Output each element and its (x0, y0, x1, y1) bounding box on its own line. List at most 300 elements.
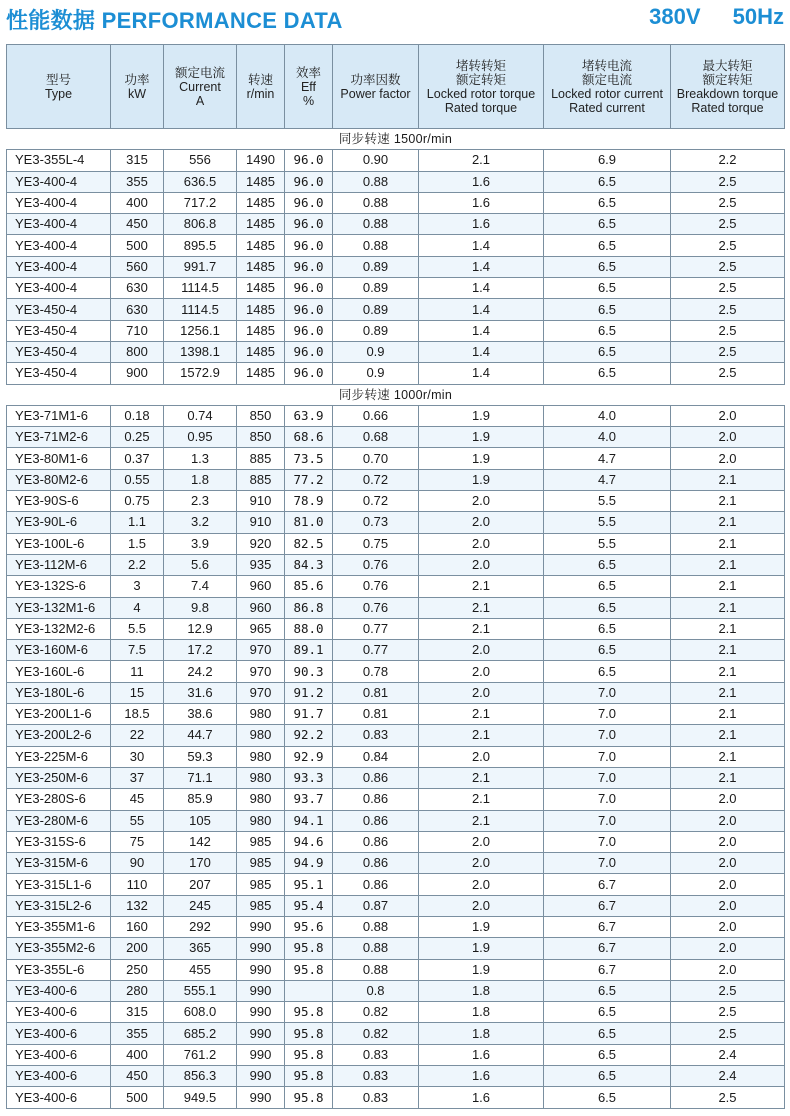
cell-breakdown-torque: 2.1 (671, 491, 785, 512)
cell-power-factor: 0.88 (333, 192, 419, 213)
cell-locked-rotor-torque: 1.6 (419, 192, 544, 213)
cell-breakdown-torque: 2.0 (671, 874, 785, 895)
cell-power-factor: 0.76 (333, 576, 419, 597)
cell-current: 1.3 (164, 448, 237, 469)
cell-locked-rotor-current: 6.5 (544, 1023, 671, 1044)
cell-power: 18.5 (111, 704, 164, 725)
cell-current: 292 (164, 916, 237, 937)
cell-current: 170 (164, 853, 237, 874)
cell-power-factor: 0.73 (333, 512, 419, 533)
cell-power-factor: 0.76 (333, 597, 419, 618)
cell-locked-rotor-current: 4.7 (544, 469, 671, 490)
cell-breakdown-torque: 2.1 (671, 704, 785, 725)
cell-breakdown-torque: 2.0 (671, 895, 785, 916)
cell-power-factor: 0.86 (333, 810, 419, 831)
cell-type: YE3-450-4 (7, 320, 111, 341)
cell-breakdown-torque: 2.0 (671, 916, 785, 937)
cell-power: 1.5 (111, 533, 164, 554)
cell-power: 900 (111, 363, 164, 384)
table-row (7, 767, 785, 788)
cell-locked-rotor-current: 6.5 (544, 640, 671, 661)
cell-type: YE3-200L1-6 (7, 704, 111, 725)
table-row (7, 512, 785, 533)
cell-efficiency: 95.8 (285, 1002, 333, 1023)
cell-locked-rotor-current: 7.0 (544, 746, 671, 767)
table-row (7, 746, 785, 767)
cell-power-factor: 0.86 (333, 767, 419, 788)
cell-current: 245 (164, 895, 237, 916)
cell-type: YE3-400-4 (7, 278, 111, 299)
cell-locked-rotor-torque: 2.0 (419, 512, 544, 533)
cell-locked-rotor-current: 7.0 (544, 704, 671, 725)
cell-power-factor: 0.70 (333, 448, 419, 469)
table-row (7, 256, 785, 277)
cell-type: YE3-315M-6 (7, 853, 111, 874)
cell-type: YE3-100L-6 (7, 533, 111, 554)
cell-type: YE3-250M-6 (7, 767, 111, 788)
table-row (7, 1002, 785, 1023)
cell-breakdown-torque: 2.1 (671, 469, 785, 490)
cell-speed: 910 (237, 512, 285, 533)
cell-efficiency: 85.6 (285, 576, 333, 597)
cell-efficiency: 92.9 (285, 746, 333, 767)
cell-power: 90 (111, 853, 164, 874)
table-row (7, 789, 785, 810)
table-row (7, 810, 785, 831)
cell-locked-rotor-torque: 2.1 (419, 810, 544, 831)
cell-speed: 935 (237, 554, 285, 575)
cell-locked-rotor-current: 6.5 (544, 192, 671, 213)
cell-breakdown-torque: 2.1 (671, 512, 785, 533)
table-row (7, 895, 785, 916)
cell-current: 7.4 (164, 576, 237, 597)
cell-power-factor: 0.77 (333, 640, 419, 661)
section-row (7, 384, 785, 405)
col-header-efficiency: 效率 Eff % (285, 45, 333, 129)
cell-efficiency: 94.1 (285, 810, 333, 831)
cell-current: 636.5 (164, 171, 237, 192)
cell-locked-rotor-torque: 1.8 (419, 1002, 544, 1023)
cell-speed: 990 (237, 938, 285, 959)
cell-power-factor: 0.88 (333, 171, 419, 192)
cell-efficiency: 93.7 (285, 789, 333, 810)
cell-breakdown-torque: 2.1 (671, 767, 785, 788)
cell-breakdown-torque: 2.5 (671, 1023, 785, 1044)
cell-current: 1572.9 (164, 363, 237, 384)
cell-current: 685.2 (164, 1023, 237, 1044)
cell-breakdown-torque: 2.0 (671, 810, 785, 831)
cell-power: 500 (111, 1087, 164, 1108)
cell-type: YE3-200L2-6 (7, 725, 111, 746)
cell-type: YE3-400-4 (7, 171, 111, 192)
cell-efficiency: 95.4 (285, 895, 333, 916)
cell-efficiency: 96.0 (285, 171, 333, 192)
cell-speed: 990 (237, 1066, 285, 1087)
cell-efficiency: 63.9 (285, 405, 333, 426)
cell-type: YE3-80M1-6 (7, 448, 111, 469)
cell-power: 11 (111, 661, 164, 682)
cell-locked-rotor-torque: 1.9 (419, 427, 544, 448)
cell-breakdown-torque: 2.1 (671, 618, 785, 639)
cell-current: 991.7 (164, 256, 237, 277)
cell-speed: 990 (237, 916, 285, 937)
section-row (7, 129, 785, 150)
cell-breakdown-torque: 2.0 (671, 853, 785, 874)
table-row (7, 831, 785, 852)
cell-locked-rotor-torque: 2.0 (419, 491, 544, 512)
cell-efficiency: 73.5 (285, 448, 333, 469)
cell-locked-rotor-current: 7.0 (544, 682, 671, 703)
cell-power: 4 (111, 597, 164, 618)
cell-locked-rotor-current: 7.0 (544, 810, 671, 831)
cell-speed: 850 (237, 427, 285, 448)
cell-type: YE3-400-4 (7, 235, 111, 256)
cell-locked-rotor-torque: 1.9 (419, 405, 544, 426)
cell-power-factor: 0.83 (333, 1066, 419, 1087)
cell-type: YE3-280M-6 (7, 810, 111, 831)
cell-locked-rotor-torque: 2.0 (419, 661, 544, 682)
cell-efficiency: 78.9 (285, 491, 333, 512)
cell-speed: 1485 (237, 320, 285, 341)
cell-breakdown-torque: 2.2 (671, 150, 785, 171)
cell-locked-rotor-torque: 1.6 (419, 171, 544, 192)
cell-locked-rotor-current: 6.5 (544, 980, 671, 1001)
table-row (7, 533, 785, 554)
cell-power: 400 (111, 192, 164, 213)
cell-locked-rotor-current: 6.5 (544, 661, 671, 682)
cell-type: YE3-80M2-6 (7, 469, 111, 490)
table-row (7, 405, 785, 426)
cell-speed: 850 (237, 405, 285, 426)
cell-power: 800 (111, 341, 164, 362)
cell-power: 450 (111, 1066, 164, 1087)
cell-type: YE3-315L1-6 (7, 874, 111, 895)
table-row (7, 235, 785, 256)
cell-power-factor: 0.88 (333, 235, 419, 256)
cell-current: 85.9 (164, 789, 237, 810)
col-header-locked-rotor-current: 堵转电流 额定电流 Locked rotor current Rated current (544, 45, 671, 129)
cell-locked-rotor-torque: 2.0 (419, 831, 544, 852)
cell-efficiency: 88.0 (285, 618, 333, 639)
cell-breakdown-torque: 2.5 (671, 214, 785, 235)
cell-locked-rotor-torque: 1.6 (419, 1044, 544, 1065)
page-title: 性能数据 PERFORMANCE DATA (6, 8, 343, 33)
cell-efficiency: 86.8 (285, 597, 333, 618)
cell-power: 55 (111, 810, 164, 831)
cell-locked-rotor-torque: 1.6 (419, 1066, 544, 1087)
cell-speed: 1485 (237, 192, 285, 213)
table-row (7, 938, 785, 959)
cell-power-factor: 0.72 (333, 469, 419, 490)
cell-power-factor: 0.89 (333, 299, 419, 320)
cell-power-factor: 0.86 (333, 831, 419, 852)
cell-efficiency: 96.0 (285, 150, 333, 171)
cell-breakdown-torque: 2.5 (671, 256, 785, 277)
col-header-locked-rotor-torque: 堵转转矩 额定转矩 Locked rotor torque Rated torque (419, 45, 544, 129)
cell-speed: 985 (237, 831, 285, 852)
cell-speed: 920 (237, 533, 285, 554)
table-row (7, 150, 785, 171)
cell-efficiency: 95.1 (285, 874, 333, 895)
cell-speed: 985 (237, 874, 285, 895)
cell-breakdown-torque: 2.1 (671, 554, 785, 575)
cell-power: 0.37 (111, 448, 164, 469)
table-row (7, 1044, 785, 1065)
cell-power: 450 (111, 214, 164, 235)
col-header-type: 型号 Type (7, 45, 111, 129)
cell-speed: 990 (237, 1044, 285, 1065)
cell-efficiency: 95.8 (285, 938, 333, 959)
cell-locked-rotor-current: 6.5 (544, 320, 671, 341)
cell-efficiency: 91.7 (285, 704, 333, 725)
cell-current: 105 (164, 810, 237, 831)
cell-type: YE3-132M1-6 (7, 597, 111, 618)
cell-current: 59.3 (164, 746, 237, 767)
cell-locked-rotor-torque: 1.4 (419, 235, 544, 256)
cell-current: 556 (164, 150, 237, 171)
cell-breakdown-torque: 2.5 (671, 341, 785, 362)
cell-current: 365 (164, 938, 237, 959)
performance-table (6, 44, 785, 1109)
cell-speed: 1485 (237, 341, 285, 362)
cell-efficiency: 89.1 (285, 640, 333, 661)
cell-efficiency: 95.8 (285, 1066, 333, 1087)
cell-breakdown-torque: 2.0 (671, 405, 785, 426)
cell-speed: 990 (237, 1087, 285, 1108)
cell-power: 22 (111, 725, 164, 746)
table-row (7, 682, 785, 703)
cell-locked-rotor-torque: 2.1 (419, 150, 544, 171)
cell-speed: 965 (237, 618, 285, 639)
cell-power: 315 (111, 150, 164, 171)
cell-current: 0.95 (164, 427, 237, 448)
cell-locked-rotor-torque: 2.0 (419, 533, 544, 554)
cell-efficiency: 92.2 (285, 725, 333, 746)
cell-locked-rotor-torque: 1.4 (419, 363, 544, 384)
cell-efficiency: 96.0 (285, 256, 333, 277)
cell-power-factor: 0.88 (333, 214, 419, 235)
cell-speed: 990 (237, 1023, 285, 1044)
cell-speed: 1485 (237, 256, 285, 277)
cell-speed: 1485 (237, 278, 285, 299)
cell-type: YE3-400-6 (7, 1066, 111, 1087)
cell-power-factor: 0.83 (333, 1044, 419, 1065)
cell-power: 500 (111, 235, 164, 256)
cell-current: 9.8 (164, 597, 237, 618)
cell-power-factor: 0.78 (333, 661, 419, 682)
cell-type: YE3-180L-6 (7, 682, 111, 703)
cell-speed: 990 (237, 959, 285, 980)
cell-locked-rotor-torque: 2.1 (419, 725, 544, 746)
cell-locked-rotor-torque: 1.4 (419, 256, 544, 277)
cell-locked-rotor-torque: 1.4 (419, 320, 544, 341)
cell-power-factor: 0.9 (333, 363, 419, 384)
cell-efficiency: 96.0 (285, 363, 333, 384)
cell-efficiency: 84.3 (285, 554, 333, 575)
cell-speed: 980 (237, 704, 285, 725)
col-header-power: 功率 kW (111, 45, 164, 129)
cell-type: YE3-450-4 (7, 341, 111, 362)
cell-power: 0.25 (111, 427, 164, 448)
cell-current: 555.1 (164, 980, 237, 1001)
table-row (7, 1066, 785, 1087)
cell-type: YE3-132M2-6 (7, 618, 111, 639)
cell-breakdown-torque: 2.0 (671, 789, 785, 810)
cell-breakdown-torque: 2.1 (671, 597, 785, 618)
cell-type: YE3-280S-6 (7, 789, 111, 810)
cell-breakdown-torque: 2.5 (671, 235, 785, 256)
cell-current: 12.9 (164, 618, 237, 639)
cell-power-factor: 0.66 (333, 405, 419, 426)
cell-efficiency: 94.9 (285, 853, 333, 874)
cell-locked-rotor-current: 6.5 (544, 618, 671, 639)
cell-breakdown-torque: 2.1 (671, 725, 785, 746)
cell-breakdown-torque: 2.5 (671, 980, 785, 1001)
cell-speed: 970 (237, 682, 285, 703)
cell-efficiency (285, 980, 333, 1001)
table-row (7, 427, 785, 448)
cell-speed: 990 (237, 980, 285, 1001)
cell-locked-rotor-current: 6.7 (544, 874, 671, 895)
cell-breakdown-torque: 2.1 (671, 576, 785, 597)
cell-power-factor: 0.86 (333, 874, 419, 895)
cell-current: 806.8 (164, 214, 237, 235)
cell-type: YE3-400-6 (7, 1044, 111, 1065)
table-row (7, 1087, 785, 1108)
cell-type: YE3-315L2-6 (7, 895, 111, 916)
cell-locked-rotor-torque: 1.8 (419, 1023, 544, 1044)
table-row (7, 725, 785, 746)
cell-power: 200 (111, 938, 164, 959)
table-row (7, 1023, 785, 1044)
cell-locked-rotor-current: 6.5 (544, 299, 671, 320)
cell-power-factor: 0.81 (333, 682, 419, 703)
cell-power-factor: 0.83 (333, 1087, 419, 1108)
cell-efficiency: 90.3 (285, 661, 333, 682)
cell-locked-rotor-current: 5.5 (544, 491, 671, 512)
cell-efficiency: 96.0 (285, 192, 333, 213)
cell-type: YE3-400-4 (7, 256, 111, 277)
cell-type: YE3-355M2-6 (7, 938, 111, 959)
cell-type: YE3-400-6 (7, 1087, 111, 1108)
cell-type: YE3-315S-6 (7, 831, 111, 852)
cell-power: 355 (111, 171, 164, 192)
cell-locked-rotor-torque: 1.4 (419, 278, 544, 299)
cell-efficiency: 95.8 (285, 1044, 333, 1065)
cell-type: YE3-400-4 (7, 192, 111, 213)
cell-power-factor: 0.68 (333, 427, 419, 448)
cell-power: 0.55 (111, 469, 164, 490)
cell-power-factor: 0.8 (333, 980, 419, 1001)
cell-power: 45 (111, 789, 164, 810)
cell-locked-rotor-current: 6.5 (544, 235, 671, 256)
cell-type: YE3-450-4 (7, 363, 111, 384)
cell-power: 110 (111, 874, 164, 895)
cell-efficiency: 96.0 (285, 299, 333, 320)
cell-locked-rotor-current: 7.0 (544, 853, 671, 874)
cell-locked-rotor-current: 6.7 (544, 895, 671, 916)
voltage-label: 380V (649, 4, 701, 29)
table-row (7, 661, 785, 682)
cell-power-factor: 0.83 (333, 725, 419, 746)
cell-speed: 980 (237, 725, 285, 746)
cell-power: 400 (111, 1044, 164, 1065)
cell-speed: 885 (237, 448, 285, 469)
cell-speed: 980 (237, 767, 285, 788)
cell-efficiency: 95.8 (285, 1023, 333, 1044)
cell-current: 44.7 (164, 725, 237, 746)
cell-current: 1256.1 (164, 320, 237, 341)
cell-power-factor: 0.86 (333, 853, 419, 874)
cell-locked-rotor-current: 6.5 (544, 256, 671, 277)
cell-type: YE3-71M2-6 (7, 427, 111, 448)
cell-power-factor: 0.87 (333, 895, 419, 916)
cell-type: YE3-132S-6 (7, 576, 111, 597)
cell-power-factor: 0.81 (333, 704, 419, 725)
cell-speed: 1485 (237, 235, 285, 256)
cell-locked-rotor-current: 6.9 (544, 150, 671, 171)
cell-current: 949.5 (164, 1087, 237, 1108)
cell-type: YE3-400-6 (7, 1023, 111, 1044)
cell-power-factor: 0.76 (333, 554, 419, 575)
table-row (7, 320, 785, 341)
cell-locked-rotor-torque: 1.9 (419, 916, 544, 937)
cell-type: YE3-400-4 (7, 214, 111, 235)
cell-locked-rotor-current: 5.5 (544, 533, 671, 554)
cell-type: YE3-225M-6 (7, 746, 111, 767)
cell-locked-rotor-torque: 2.1 (419, 789, 544, 810)
cell-speed: 1485 (237, 214, 285, 235)
cell-locked-rotor-torque: 2.0 (419, 874, 544, 895)
cell-power-factor: 0.89 (333, 256, 419, 277)
cell-current: 761.2 (164, 1044, 237, 1065)
rating-spec (623, 4, 784, 30)
cell-locked-rotor-current: 6.5 (544, 554, 671, 575)
cell-power: 132 (111, 895, 164, 916)
cell-speed: 985 (237, 895, 285, 916)
cell-power: 315 (111, 1002, 164, 1023)
cell-power: 0.75 (111, 491, 164, 512)
cell-locked-rotor-torque: 1.9 (419, 938, 544, 959)
cell-speed: 1485 (237, 171, 285, 192)
cell-breakdown-torque: 2.1 (671, 661, 785, 682)
cell-power: 7.5 (111, 640, 164, 661)
cell-efficiency: 95.8 (285, 1087, 333, 1108)
cell-current: 856.3 (164, 1066, 237, 1087)
cell-power: 30 (111, 746, 164, 767)
table-row (7, 554, 785, 575)
cell-efficiency: 82.5 (285, 533, 333, 554)
table-row (7, 491, 785, 512)
cell-breakdown-torque: 2.1 (671, 533, 785, 554)
cell-power-factor: 0.86 (333, 789, 419, 810)
cell-current: 1114.5 (164, 278, 237, 299)
cell-breakdown-torque: 2.1 (671, 746, 785, 767)
cell-current: 455 (164, 959, 237, 980)
cell-locked-rotor-current: 7.0 (544, 831, 671, 852)
cell-locked-rotor-torque: 2.1 (419, 597, 544, 618)
table-row (7, 341, 785, 362)
cell-power: 630 (111, 278, 164, 299)
table-row (7, 597, 785, 618)
cell-locked-rotor-torque: 2.1 (419, 618, 544, 639)
section-label: 同步转速 1000r/min (7, 384, 785, 405)
cell-current: 38.6 (164, 704, 237, 725)
table-row (7, 640, 785, 661)
cell-efficiency: 94.6 (285, 831, 333, 852)
cell-type: YE3-90L-6 (7, 512, 111, 533)
cell-power-factor: 0.77 (333, 618, 419, 639)
